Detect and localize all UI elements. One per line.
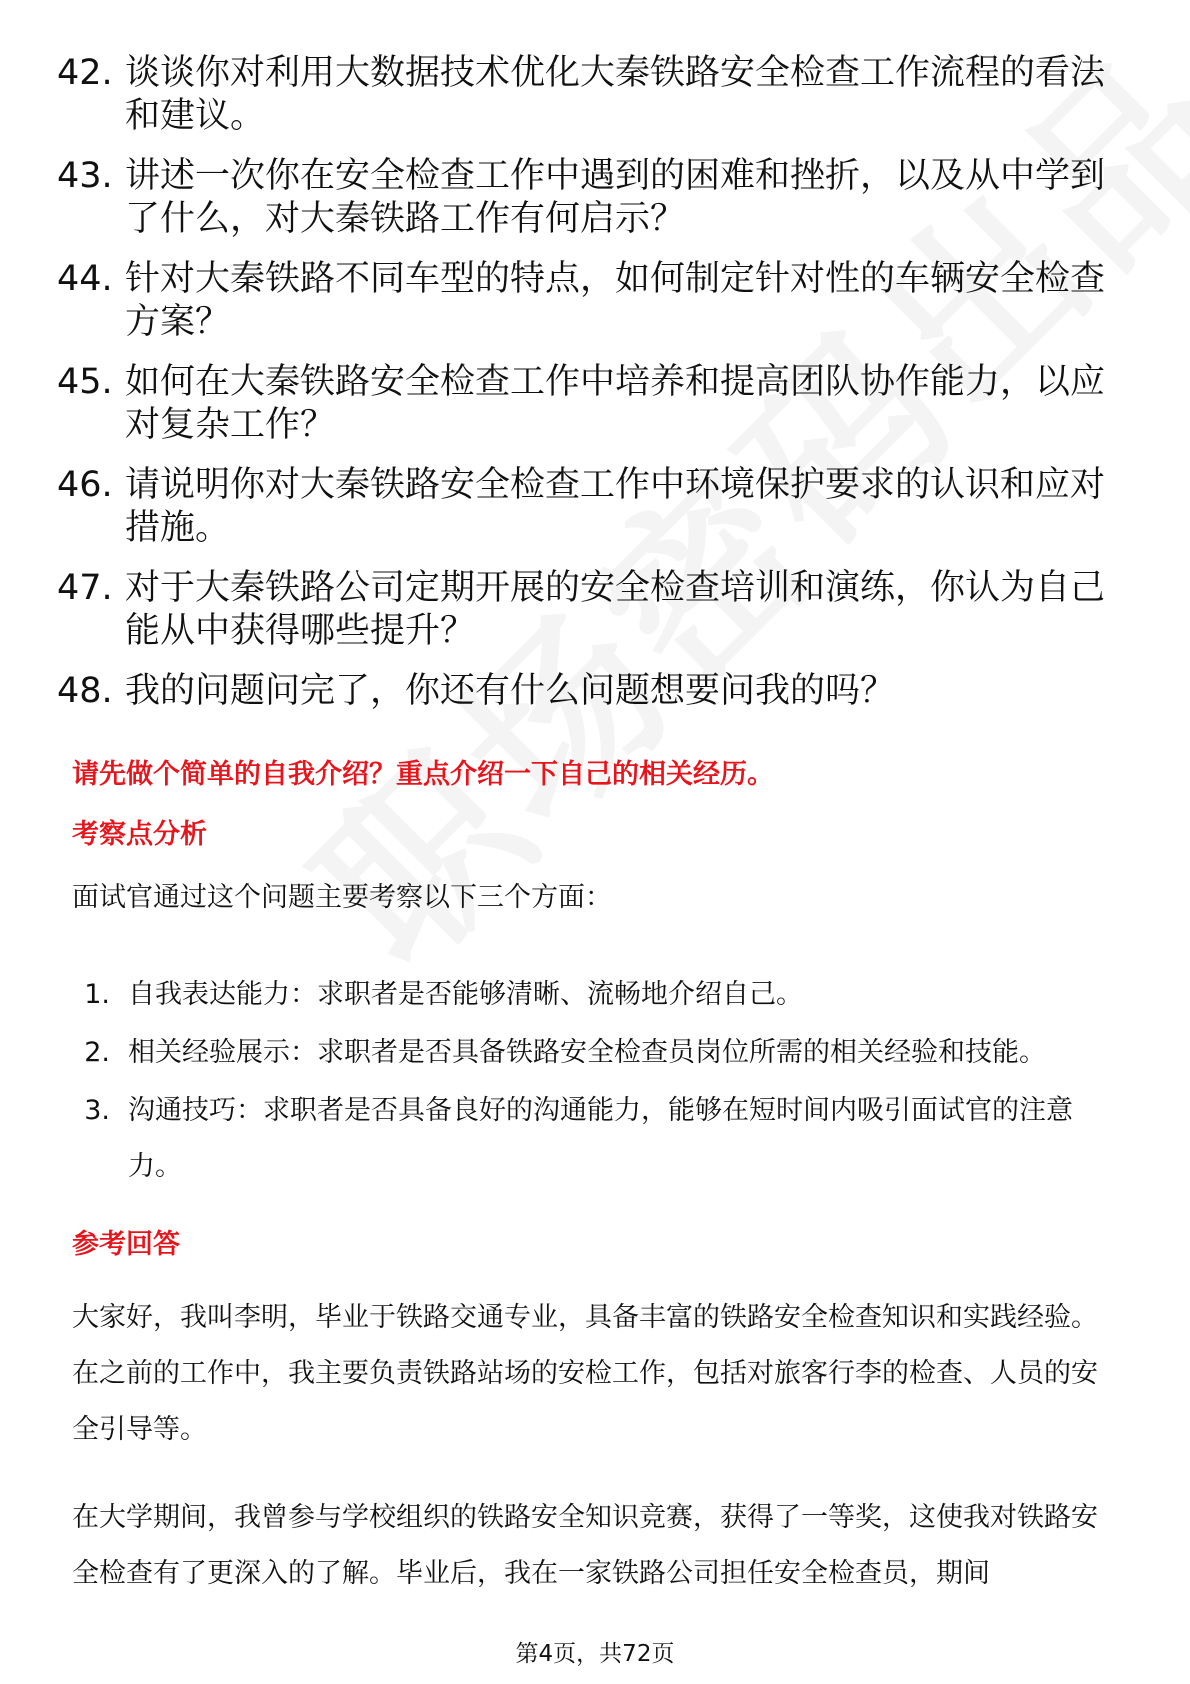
list-text: 沟通技巧：求职者是否具备良好的沟通能力，能够在短时间内吸引面试官的注意力。 (128, 1095, 1073, 1182)
analysis-title: 考察点分析 (72, 819, 207, 850)
answer-paragraph-2: 在大学期间，我曾参与学校组织的铁路安全知识竞赛，获得了一等奖，这使我对铁路安全检查有了更深入的了解。毕业后，我在一家铁路公司担任安全检查员，期间 (72, 1502, 1098, 1589)
question-text: 对于大秦铁路公司定期开展的安全检查培训和演练，你认为自己能从中获得哪些提升？ (125, 568, 1106, 651)
interview-question-heading: 请先做个简单的自我介绍？重点介绍一下自己的相关经历。 (72, 759, 774, 790)
question-number: 45. (57, 362, 113, 402)
question-item (57, 670, 1137, 713)
question-number: 44. (57, 259, 113, 299)
question-number: 48. (57, 671, 113, 711)
list-number: 2. (84, 1037, 110, 1068)
list-text: 相关经验展示：求职者是否具备铁路安全检查员岗位所需的相关经验和技能。 (128, 1037, 1046, 1068)
question-item (57, 567, 1137, 653)
list-item (72, 1025, 1122, 1081)
list-number: 3. (84, 1095, 110, 1126)
question-text: 如何在大秦铁路安全检查工作中培养和提高团队协作能力，以应对复杂工作？ (125, 362, 1106, 445)
question-list (57, 52, 1137, 730)
question-number: 46. (57, 465, 113, 505)
analysis-intro: 面试官通过这个问题主要考察以下三个方面： (72, 882, 612, 913)
analysis-points (72, 967, 1122, 1197)
question-number: 42. (57, 53, 113, 93)
answer-paragraph-1: 大家好，我叫李明，毕业于铁路交通专业，具备丰富的铁路安全检查知识和实践经验。在之前的工作中，我主要负责铁路站场的安检工作，包括对旅客行李的检查、人员的安全引导等。 (72, 1302, 1098, 1445)
question-item (57, 155, 1137, 241)
question-number: 43. (57, 156, 113, 196)
question-item (57, 258, 1137, 344)
list-item (72, 1083, 1122, 1195)
question-text: 请说明你对大秦铁路安全检查工作中环境保护要求的认识和应对措施。 (125, 465, 1106, 548)
question-text: 针对大秦铁路不同车型的特点，如何制定针对性的车辆安全检查方案？ (125, 259, 1106, 342)
question-text: 谈谈你对利用大数据技术优化大秦铁路安全检查工作流程的看法和建议。 (125, 53, 1106, 136)
question-item (57, 361, 1137, 447)
list-item (72, 967, 1122, 1023)
question-item (57, 464, 1137, 550)
page-footer: 第4页，共72页 (515, 1641, 675, 1667)
question-item (57, 52, 1137, 138)
question-number: 47. (57, 568, 113, 608)
list-number: 1. (84, 979, 110, 1010)
question-text: 我的问题问完了，你还有什么问题想要问我的吗？ (125, 671, 896, 711)
list-text: 自我表达能力：求职者是否能够清晰、流畅地介绍自己。 (128, 979, 803, 1010)
question-text: 讲述一次你在安全检查工作中遇到的困难和挫折，以及从中学到了什么，对大秦铁路工作有何启示？ (125, 156, 1106, 239)
answer-title: 参考回答 (72, 1229, 180, 1260)
